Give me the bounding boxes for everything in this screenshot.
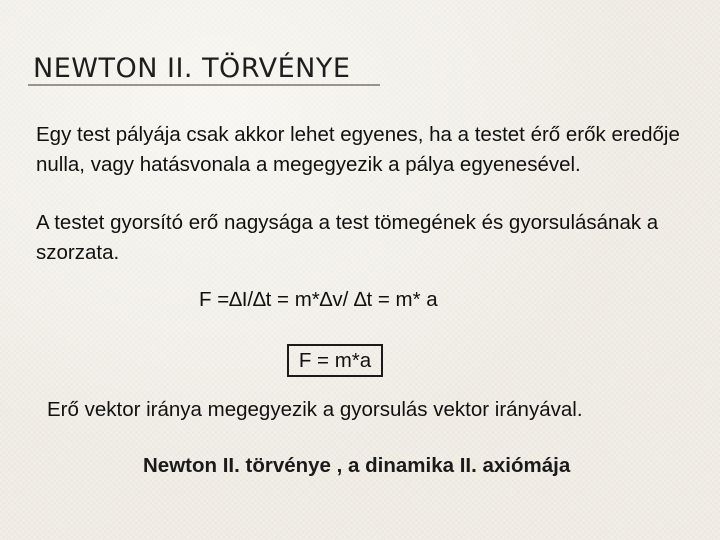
boxed-formula: F = m*a — [287, 344, 383, 377]
force-formula: F =∆I/∆t = m*∆v/ ∆t = m* a — [199, 288, 438, 311]
slide-title: NEWTON II. TÖRVÉNYE — [33, 53, 351, 84]
law-caption: Newton II. törvénye , a dinamika II. axiómája — [143, 454, 571, 477]
vector-direction-note: Erő vektor iránya megegyezik a gyorsulás vektor irányával. — [47, 398, 583, 421]
paragraph-straight-path: Egy test pályája csak akkor lehet egyenes, ha a testet érő erők eredője nulla, vagy hatásvonala a megegyezik a pálya egyenesével. — [36, 123, 680, 176]
paragraph-force-magnitude: A testet gyorsító erő nagysága a test tömegének és gyorsulásának a szorzata. — [36, 211, 659, 264]
title-underline — [28, 84, 380, 86]
